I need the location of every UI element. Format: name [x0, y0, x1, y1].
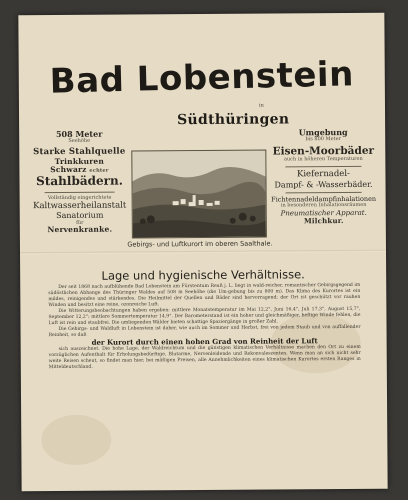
section-body	[48, 283, 361, 371]
altitude-sub: Seehöhe	[68, 137, 91, 145]
body-paragraph: Die Gebirgs- und Waldluft in Lobenstein ist daher, wie auch im Sommer und Herbst, frei von jedem Staub und von auffallender Reinheit, so daß	[48, 324, 361, 339]
divider	[45, 191, 115, 192]
paper-fold	[20, 250, 386, 255]
right-line-6: Milchkur.	[303, 215, 344, 226]
left-line-3-b: echter	[89, 167, 109, 175]
left-line-8b: Nervenkranke.	[47, 224, 113, 235]
right-line-5: Pneumatischer Apparat.	[280, 208, 367, 218]
body-paragraph: Der seit 1868 nach aufblühende Bad Lobenstein am Fürstentum Reuß j. L. liegt in wald-reicher, romantischer Gebirgsgegend im südöstlichen Abhange des Thüringer Waldes auf 508 m Seehöhe (die Um-gebung bis zu 800 m). Das Klima des Kurortes ist ein mildes, reinigendes und stärkendes. Die Heilmittel der Quellen und Bäder sind hervorragend; der Ort ist geschützt vor rauhen Winden und besitzt eine reine, ozonreiche Luft.	[48, 282, 361, 309]
left-line-8a: für	[76, 219, 84, 226]
left-line-4: Stahlbädern.	[36, 173, 123, 189]
brochure-page	[18, 13, 387, 492]
left-line-6: Kaltwasserheilanstalt	[33, 200, 127, 211]
body-paragraph: sich auszeichnet. Die hohe Lage, der Waldreichtum und die günstigen klimatischen Verhältnisse machen den Ort zu einem vorzüglichen Aufenthalt für Erholungsbedürftige, Blutarme, Nervenleidende und Rekonvaleszenten. Wenn man an sich nicht sehr weite Reisen scheut, so findet man hier, bei mäßigen Preisen, alle Annehmlichkeiten eines klimatischen Kurortes ersten Ranges in Mitteldeutschland.	[48, 344, 361, 371]
left-line-5: Vollständig eingerichtete	[47, 194, 112, 201]
altitude-label: 508 Meter	[55, 128, 103, 140]
right-line-1-sub: auch in höheren Temperaturen	[283, 155, 363, 163]
left-advert-column	[29, 130, 130, 236]
right-line-4: Fichtennadeldampfinhalationen	[271, 194, 377, 204]
paper-stain	[41, 415, 111, 465]
right-line-1: Eisen-Moorbäder	[272, 144, 375, 158]
page-title: Bad Lobenstein	[49, 54, 355, 102]
left-line-3-a: Schwarz	[50, 165, 87, 175]
left-line-7: Sanatorium	[56, 211, 104, 221]
right-line-3: Dampf- & -Wasserbäder.	[274, 179, 373, 190]
right-line-4-sub: in besonderen Inhalationsräumen	[280, 202, 367, 209]
right-line-2: Kiefernadel-	[296, 168, 350, 180]
page-subtitle: Südthüringen	[177, 111, 290, 129]
surroundings-sub: bis 800 Meter	[305, 136, 342, 143]
emphasis-line: der Kurort durch einen hohen Grad von Reinheit der Luft	[91, 336, 318, 347]
town-view-image	[132, 151, 266, 238]
surroundings-label: Umgebung	[298, 126, 348, 138]
divider	[286, 192, 362, 194]
body-paragraph: Die Witterungsbeobachtungen haben ergeben: mittlere Monatstemperatur im Mai 12,2°, Juni 16,4°, Juli 17,3°, August 15,7°, September 12,2°; mittlere Sommertemperatur 14,9°. Der Barometerstand ist ein hoher und gleichmäßiger, heftige Winde fehlen, die Luft ist rein und staubfrei. Die umliegenden Wälder bieten schattige Spaziergänge in großer Zahl.	[48, 306, 361, 327]
left-line-1: Starke Stahlquelle	[33, 146, 126, 158]
divider	[286, 166, 362, 168]
right-advert-column	[269, 128, 378, 226]
landscape-illustration	[131, 150, 267, 239]
section-heading: Lage und hygienische Verhältnisse.	[101, 267, 305, 283]
title-connector: in	[258, 102, 264, 109]
left-line-2: Trinkkuren	[54, 156, 105, 166]
illustration-caption: Gebirgs- und Luftkurort im oberen Saalthale.	[127, 239, 273, 249]
